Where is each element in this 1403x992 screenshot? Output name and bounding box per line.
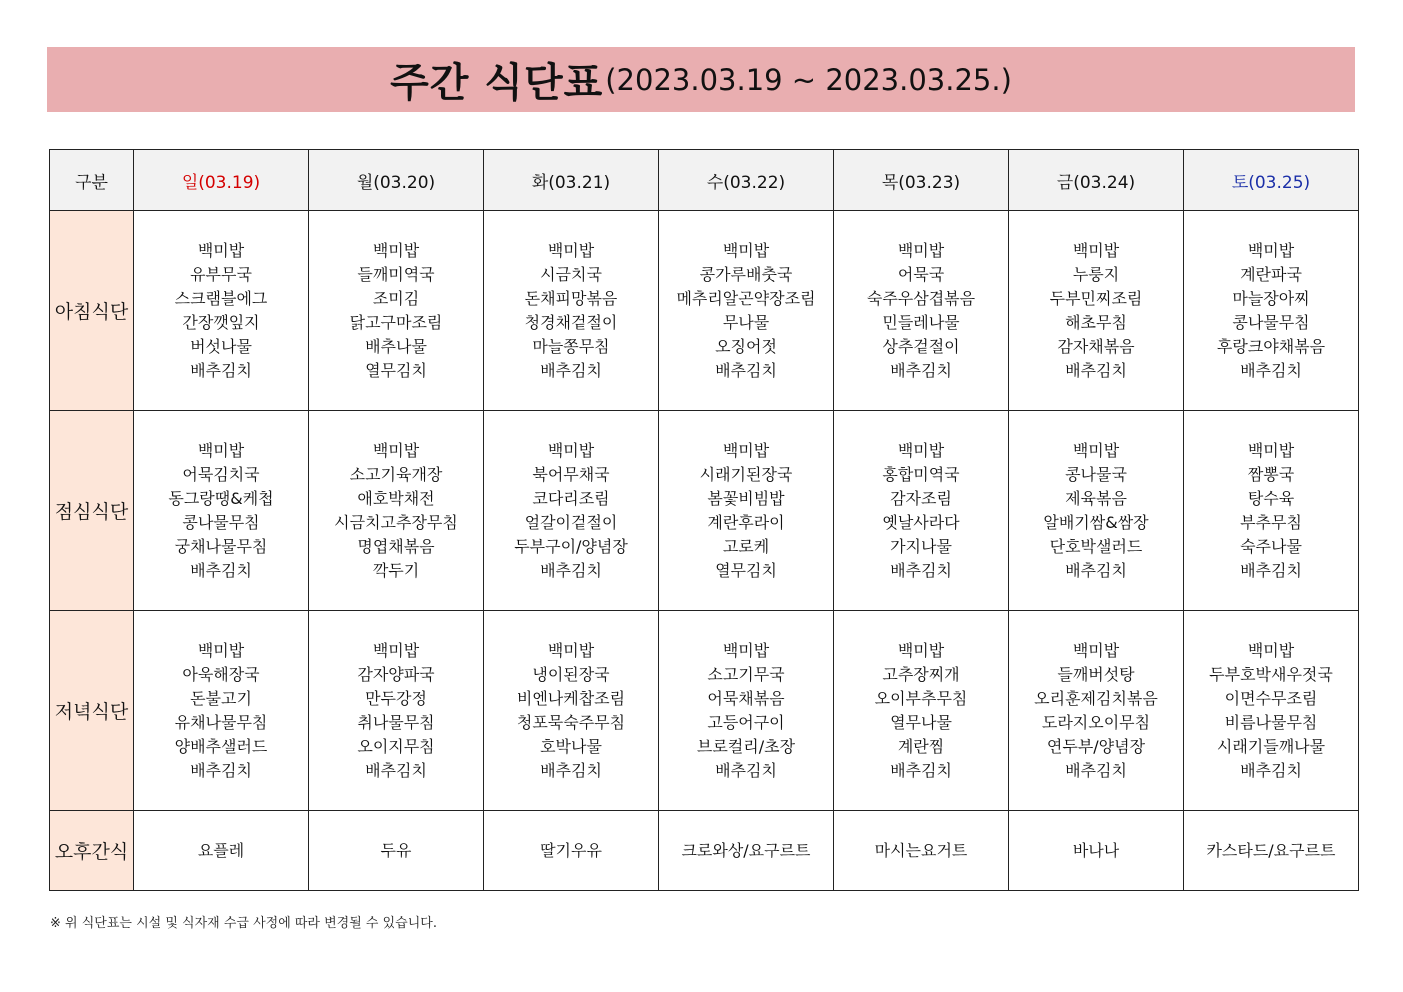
menu-item: 마늘장아찌 [1232, 288, 1310, 308]
menu-item: 감자채볶음 [1057, 336, 1135, 356]
menu-item: 백미밥 [897, 240, 945, 260]
menu-cell [834, 611, 1009, 811]
menu-item: 배추김치 [540, 760, 602, 780]
menu-cell [309, 411, 484, 611]
menu-item: 브로컬리/초장 [696, 736, 796, 756]
page-title: 주간 식단표 [390, 60, 604, 106]
footnote: ※ 위 식단표는 시설 및 식자재 수급 사정에 따라 변경될 수 있습니다. [50, 916, 437, 931]
day-header-tue: 화(03.21) [484, 150, 659, 211]
menu-item: 유채나물무침 [174, 712, 268, 732]
menu-item: 백미밥 [722, 640, 770, 660]
menu-item: 후랑크야채볶음 [1216, 336, 1326, 356]
menu-item: 오이부추무침 [874, 688, 968, 708]
menu-item: 고로케 [722, 536, 770, 556]
menu-cell [484, 411, 659, 611]
snack-cell: 카스타드/요구르트 [1184, 811, 1359, 891]
menu-item: 양배추샐러드 [174, 736, 268, 756]
menu-item: 북어무채국 [532, 464, 610, 484]
menu-item: 시래기된장국 [699, 464, 793, 484]
menu-item: 백미밥 [1072, 640, 1120, 660]
menu-item: 알배기쌈&쌈장 [1043, 512, 1149, 532]
menu-item: 소고기무국 [707, 664, 785, 684]
menu-cell [1009, 211, 1184, 411]
menu-item: 숙주우삼겹볶음 [866, 288, 976, 308]
menu-cell [1009, 411, 1184, 611]
menu-item: 이면수무조림 [1224, 688, 1318, 708]
menu-item: 마늘쫑무침 [532, 336, 610, 356]
weekly-menu-table [49, 149, 1359, 891]
menu-item: 배추김치 [890, 560, 952, 580]
menu-item: 백미밥 [372, 440, 420, 460]
menu-item: 두부구이/양념장 [514, 536, 628, 556]
snack-cell: 딸기우유 [484, 811, 659, 891]
menu-item: 짬뽕국 [1247, 464, 1295, 484]
menu-item: 배추김치 [365, 760, 427, 780]
menu-item: 백미밥 [897, 640, 945, 660]
menu-item: 부추무침 [1240, 512, 1302, 532]
menu-item: 민들레나물 [882, 312, 960, 332]
menu-item: 코다리조림 [532, 488, 610, 508]
menu-item: 열무김치 [715, 560, 777, 580]
meal-row [50, 611, 1359, 811]
menu-item: 취나물무침 [357, 712, 435, 732]
menu-item: 배추김치 [1065, 360, 1127, 380]
snack-row [50, 811, 1359, 891]
menu-item: 스크램블에그 [174, 288, 268, 308]
menu-cell [134, 611, 309, 811]
menu-item: 배추김치 [1240, 360, 1302, 380]
menu-item: 백미밥 [547, 440, 595, 460]
menu-item: 배추김치 [890, 760, 952, 780]
meal-row [50, 411, 1359, 611]
menu-item: 감자양파국 [357, 664, 435, 684]
menu-item: 오이지무침 [357, 736, 435, 756]
menu-cell [309, 211, 484, 411]
row-label: 아침식단 [50, 211, 134, 411]
menu-item: 시래기들깨나물 [1216, 736, 1326, 756]
menu-item: 콩나물국 [1065, 464, 1127, 484]
menu-item: 배추김치 [1240, 560, 1302, 580]
menu-item: 감자조림 [890, 488, 952, 508]
meal-row [50, 211, 1359, 411]
menu-item: 돈불고기 [190, 688, 252, 708]
menu-item: 버섯나물 [190, 336, 252, 356]
menu-item: 메추리알곤약장조림 [676, 288, 816, 308]
menu-item: 백미밥 [197, 640, 245, 660]
menu-item: 백미밥 [547, 240, 595, 260]
menu-item: 계란후라이 [707, 512, 785, 532]
day-header-thu: 목(03.23) [834, 150, 1009, 211]
menu-cell [484, 611, 659, 811]
menu-item: 두부호박새우젓국 [1209, 664, 1333, 684]
menu-cell [134, 411, 309, 611]
menu-item: 해초무침 [1065, 312, 1127, 332]
snack-cell: 요플레 [134, 811, 309, 891]
menu-item: 계란찜 [897, 736, 945, 756]
menu-item: 궁채나물무침 [174, 536, 268, 556]
day-header-wed: 수(03.22) [659, 150, 834, 211]
menu-item: 시금치고추장무침 [334, 512, 458, 532]
row-label: 점심식단 [50, 411, 134, 611]
menu-item: 명엽채볶음 [357, 536, 435, 556]
menu-item: 간장깻잎지 [182, 312, 260, 332]
menu-cell [659, 611, 834, 811]
menu-item: 배추김치 [190, 560, 252, 580]
menu-cell [1009, 611, 1184, 811]
menu-item: 애호박채전 [357, 488, 435, 508]
menu-item: 숙주나물 [1240, 536, 1302, 556]
menu-item: 유부무국 [190, 264, 252, 284]
day-header-mon: 월(03.20) [309, 150, 484, 211]
menu-item: 계란파국 [1240, 264, 1302, 284]
menu-item: 비름나물무침 [1224, 712, 1318, 732]
menu-item: 상추겉절이 [882, 336, 960, 356]
menu-item: 봄꽃비빔밥 [707, 488, 785, 508]
menu-item: 두부민찌조림 [1049, 288, 1143, 308]
day-header-sun: 일(03.19) [134, 150, 309, 211]
menu-item: 얼갈이겉절이 [524, 512, 618, 532]
menu-item: 호박나물 [540, 736, 602, 756]
day-header-sat: 토(03.25) [1184, 150, 1359, 211]
menu-item: 시금치국 [540, 264, 602, 284]
menu-item: 백미밥 [897, 440, 945, 460]
menu-cell [834, 411, 1009, 611]
menu-item: 깍두기 [372, 560, 420, 580]
menu-item: 배추나물 [365, 336, 427, 356]
menu-item: 오징어젓 [715, 336, 777, 356]
menu-item: 콩가루배춧국 [699, 264, 793, 284]
menu-item: 고등어구이 [707, 712, 785, 732]
menu-item: 백미밥 [722, 440, 770, 460]
snack-cell: 바나나 [1009, 811, 1184, 891]
menu-item: 배추김치 [190, 760, 252, 780]
menu-item: 동그랑땡&케첩 [168, 488, 274, 508]
menu-item: 어묵국 [897, 264, 945, 284]
menu-item: 배추김치 [715, 760, 777, 780]
menu-item: 백미밥 [1247, 440, 1295, 460]
menu-item: 소고기육개장 [349, 464, 443, 484]
header-row [50, 150, 1359, 211]
menu-item: 어묵김치국 [182, 464, 260, 484]
day-header-fri: 금(03.24) [1009, 150, 1184, 211]
menu-item: 백미밥 [722, 240, 770, 260]
menu-item: 배추김치 [1065, 560, 1127, 580]
menu-item: 백미밥 [547, 640, 595, 660]
menu-item: 어묵채볶음 [707, 688, 785, 708]
menu-item: 제육볶음 [1065, 488, 1127, 508]
menu-item: 옛날사라다 [882, 512, 960, 532]
menu-item: 백미밥 [372, 240, 420, 260]
menu-item: 배추김치 [1065, 760, 1127, 780]
menu-item: 배추김치 [540, 560, 602, 580]
menu-cell [834, 211, 1009, 411]
menu-item: 청경채겉절이 [524, 312, 618, 332]
title-banner [47, 47, 1355, 112]
menu-item: 콩나물무침 [182, 512, 260, 532]
row-label: 저녁식단 [50, 611, 134, 811]
menu-item: 누룽지 [1072, 264, 1120, 284]
menu-item: 도라지오이무침 [1041, 712, 1151, 732]
menu-item: 열무김치 [365, 360, 427, 380]
menu-item: 비엔나케찹조림 [516, 688, 626, 708]
menu-item: 냉이된장국 [532, 664, 610, 684]
snack-cell: 두유 [309, 811, 484, 891]
menu-item: 닭고구마조림 [349, 312, 443, 332]
menu-item: 고추장찌개 [882, 664, 960, 684]
menu-item: 백미밥 [1247, 640, 1295, 660]
row-label-snack: 오후간식 [50, 811, 134, 891]
menu-cell [1184, 611, 1359, 811]
menu-cell [1184, 411, 1359, 611]
menu-item: 배추김치 [540, 360, 602, 380]
date-range: (2023.03.19 ~ 2023.03.25.) [605, 62, 1012, 97]
menu-cell [309, 611, 484, 811]
meal-rows [50, 211, 1359, 811]
menu-item: 콩나물무침 [1232, 312, 1310, 332]
menu-item: 백미밥 [1072, 440, 1120, 460]
menu-item: 백미밥 [1247, 240, 1295, 260]
menu-item: 무나물 [722, 312, 770, 332]
menu-item: 아욱해장국 [182, 664, 260, 684]
menu-item: 배추김치 [890, 360, 952, 380]
menu-cell [134, 211, 309, 411]
menu-item: 배추김치 [1240, 760, 1302, 780]
menu-item: 조미김 [372, 288, 420, 308]
menu-item: 탕수육 [1247, 488, 1295, 508]
snack-cell: 크로와상/요구르트 [659, 811, 834, 891]
menu-item: 가지나물 [890, 536, 952, 556]
menu-item: 백미밥 [1072, 240, 1120, 260]
menu-item: 오리훈제김치볶음 [1034, 688, 1158, 708]
menu-item: 단호박샐러드 [1049, 536, 1143, 556]
menu-item: 들깨미역국 [357, 264, 435, 284]
menu-item: 백미밥 [197, 240, 245, 260]
menu-item: 배추김치 [715, 360, 777, 380]
snack-cell: 마시는요거트 [834, 811, 1009, 891]
menu-item: 연두부/양념장 [1046, 736, 1146, 756]
menu-cell [659, 211, 834, 411]
menu-item: 청포묵숙주무침 [516, 712, 626, 732]
menu-item: 홍합미역국 [882, 464, 960, 484]
menu-item: 배추김치 [190, 360, 252, 380]
menu-cell [659, 411, 834, 611]
menu-item: 백미밥 [372, 640, 420, 660]
menu-item: 들깨버섯탕 [1057, 664, 1135, 684]
menu-cell [484, 211, 659, 411]
menu-item: 열무나물 [890, 712, 952, 732]
menu-item: 돈채피망볶음 [524, 288, 618, 308]
menu-item: 백미밥 [197, 440, 245, 460]
menu-cell [1184, 211, 1359, 411]
header-label: 구분 [50, 150, 134, 211]
menu-item: 만두강정 [365, 688, 427, 708]
